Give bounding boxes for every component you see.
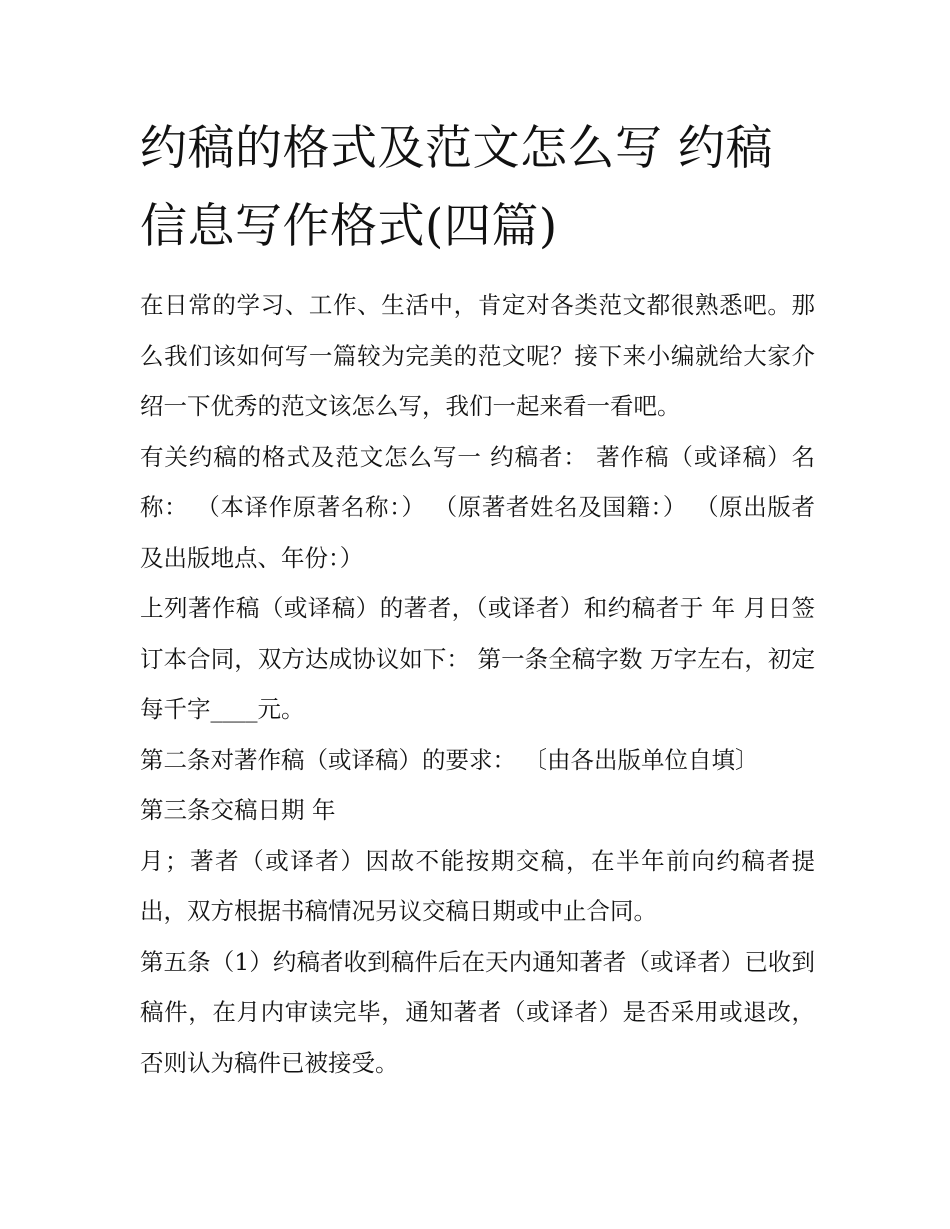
clause-two-paragraph: 第二条对著作稿（或译稿）的要求： 〔由各出版单位自填〕 — [140, 745, 759, 774]
document-title: 约稿的格式及范文怎么写 约稿信息写作格式(四篇) — [140, 121, 773, 254]
intro-paragraph: 在日常的学习、工作、生活中，肯定对各类范文都很熟悉吧。那么我们该如何写一篇较为完美的范文呢？接下来小编就给大家介绍一下优秀的范文该怎么写，我们一起来看一看吧。 — [140, 291, 815, 420]
contract-header-paragraph: 有关约稿的格式及范文怎么写一 约稿者： 著作稿（或译稿）名称： （本译作原著名称：） （原著者姓名及国籍：） （原出版者及出版地点、年份：） — [140, 442, 815, 572]
clause-one-paragraph: 上列著作稿（或译稿）的著者，（或译者）和约稿者于 年 月日签订本合同，双方达成协议如下： 第一条全稿字数 万字左右，初定每千字____元。 — [140, 594, 815, 723]
clause-five-paragraph: 第五条（1）约稿者收到稿件后在天内通知著者（或译者）已收到稿件，在月内审读完毕，通知著者（或译者）是否采用或退改，否则认为稿件已被接受。 — [140, 947, 815, 1077]
document-page — [140, 110, 815, 1088]
clause-three-continued-paragraph: 月；著者（或译者）因故不能按期交稿，在半年前向约稿者提出，双方根据书稿情况另议交稿日期或中止合同。 — [140, 846, 815, 925]
clause-three-paragraph: 第三条交稿日期 年 — [140, 796, 336, 824]
